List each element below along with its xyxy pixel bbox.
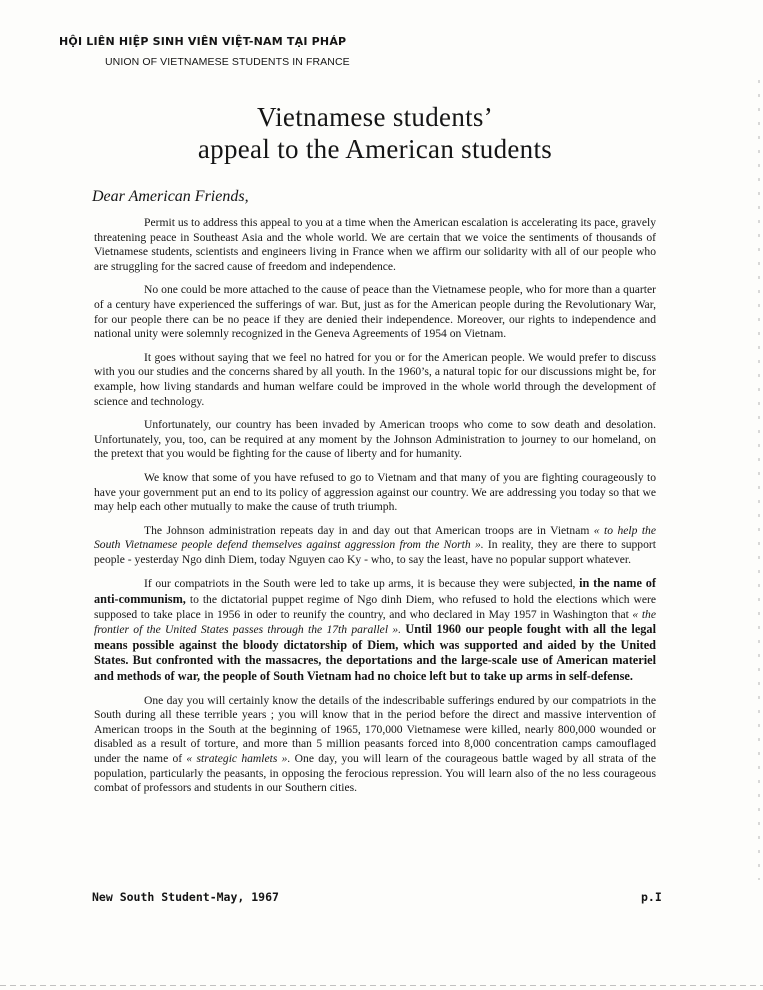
paragraph-7-text-b: to the dictatorial puppet regime of Ngo dinh Diem, who refused to hold the elections which were supposed to take place in 1956 in oder to reunify the country, and who declared in May 1957 in Washington that [94, 593, 656, 621]
paragraph-7 [94, 576, 656, 684]
org-name-english: UNION OF VIETNAMESE STUDENTS IN FRANCE [105, 56, 350, 68]
title-line-1: Vietnamese students’ [256, 102, 494, 132]
document-title [150, 101, 600, 165]
paragraph-7-text-a: If our compatriots in the South were led to take up arms, it is because they were subjected, [144, 577, 576, 591]
paragraph-8-quote: « strategic hamlets ». [186, 752, 291, 765]
title-line-2: appeal to the American students [197, 134, 553, 164]
greeting: Dear American Friends, [92, 188, 249, 205]
paragraph-8-text-a: One day you will certainly know the details of the indescribable sufferings endured by our compatriots in the South during all these terrible years ; you will know that in the period before the direct and massive intervention of American troops in the South at the beginning of 1965, 170,000 Vietnamese were killed, nearly 800,000 wounded or disabled as a result of torture, and more than 5 million peasants forced into 8,000 concentration camps camouflaged under the name of [94, 693, 656, 765]
org-name-vietnamese: HỘI LIÊN HIỆP SINH VIÊN VIỆT-NAM TẠI PHÁP [59, 35, 347, 48]
paragraph-6-text-a: The Johnson administration repeats day in and day out that American troops are in Vietnam [144, 523, 590, 537]
paragraph-8 [94, 694, 656, 796]
paragraph-2: No one could be more attached to the cause of peace than the Vietnamese people, who for more than a quarter of a century have experienced the sufferings of war. But, just as for the American people during the Revolutionary War, for our people there can be no peace if they are denied their independence. Moreover, our rights to independence and national unity were solemnly recognized in the Geneva Agreements of 1954 on Vietnam. [94, 283, 656, 341]
scan-bottom-artifact [0, 985, 763, 986]
paragraph-3: It goes without saying that we feel no hatred for you or for the American people. We would prefer to discuss with you our studies and the concerns shared by all youth. In the 1960’s, a natural topic for our discussions might be, for example, how living standards and human welfare could be improved in the whole world through the development of science and technology. [94, 350, 656, 408]
paragraph-4: Unfortunately, our country has been invaded by American troops who come to sow death and desolation. Unfortunately, you, too, can be required at any moment by the Johnson Administration to journey to our homeland, on the pretext that you would be fighting for the cause of liberty and for humanity. [94, 418, 656, 461]
paragraph-8-text-b: One day, you will learn of the courageous battle waged by all strata of the population, particularly the peasants, in opposing the ferocious repression. You will learn also of the no less courageous combat of professors and students in our Southern cities. [94, 752, 656, 795]
paragraph-7-bold-1: in the name of anti-communism, [94, 576, 656, 607]
paragraph-7-bold-2: Until 1960 our people fought with all the legal means possible against the bloody dictatorship of Diem, which was supported and aided by the United States. But confronted with the massacres, the deportations and the large-scale use of American materiel and methods of war, the people of South Vietnam had no choice left but to take up arms in self-defense. [94, 622, 656, 684]
scan-edge-artifact [758, 80, 760, 880]
letter-body [94, 216, 656, 805]
paragraph-6 [94, 524, 656, 568]
paragraph-1: Permit us to address this appeal to you at a time when the American escalation is accelerating its pace, gravely threatening peace in Southeast Asia and the whole world. We are certain that we voice the sentiments of thousands of Vietnamese students, scientists and engineers living in France when we affirm our solidarity with all of our people who are struggling for the sacred cause of freedom and independence. [94, 216, 656, 273]
footer-source: New South Student-May, 1967 [92, 890, 279, 904]
paragraph-6-quote: « to help the South Vietnamese people defend themselves against aggression from the North ». [94, 523, 656, 552]
paragraph-5: We know that some of you have refused to go to Vietnam and that many of you are fighting courageously to have your government put an end to its policy of aggression against our country. We are addressing you today so that we may help each other mutually to make the cause of truth triumph. [94, 470, 656, 514]
page-number: p.I [641, 890, 662, 904]
paragraph-7-quote: « the frontier of the United States passes through the 17th parallel ». [94, 607, 656, 637]
paragraph-6-text-b: In reality, they are there to support people - yesterday Ngo dinh Diem, today Nguyen cao Ky - who, to say the least, have no popular support whatever. [94, 538, 656, 566]
